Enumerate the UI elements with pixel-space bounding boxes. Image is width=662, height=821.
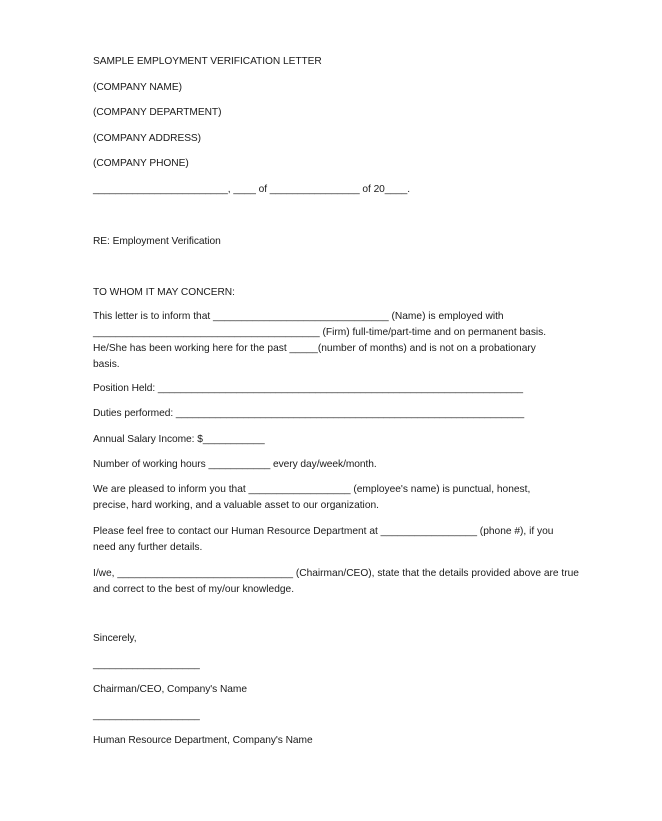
signature-label-chairman: Chairman/CEO, Company's Name xyxy=(93,684,247,695)
closing: Sincerely, xyxy=(93,633,137,644)
company-department: (COMPANY DEPARTMENT) xyxy=(93,107,222,118)
letter-title: SAMPLE EMPLOYMENT VERIFICATION LETTER xyxy=(93,56,322,67)
company-name: (COMPANY NAME) xyxy=(93,82,182,93)
paragraph-line: and correct to the best of my/our knowledge. xyxy=(93,584,295,595)
paragraph-line: We are pleased to inform you that __________________ (employee's name) is punctual, honest, xyxy=(93,484,531,495)
paragraph-line: I/we, _______________________________ (Chairman/CEO), state that the details provided above are true xyxy=(93,568,579,579)
paragraph-line: He/She has been working here for the past _____(number of months) and is not on a probationary xyxy=(93,343,536,354)
paragraph-line: Please feel free to contact our Human Resource Department at _________________ (phone #), if you xyxy=(93,526,554,537)
working-hours: Number of working hours ___________ every day/week/month. xyxy=(93,459,377,470)
date-line: ________________________, ____ of ________________ of 20____. xyxy=(93,184,411,195)
paragraph-character xyxy=(93,482,563,514)
duties-performed: Duties performed: ______________________________________________________________ xyxy=(93,408,525,419)
position-held: Position Held: _________________________________________________________________ xyxy=(93,383,523,394)
paragraph-contact xyxy=(93,524,563,556)
paragraph-employment xyxy=(93,309,563,373)
re-line: RE: Employment Verification xyxy=(93,236,221,247)
signature-line-hr: ___________________ xyxy=(93,710,200,721)
company-phone: (COMPANY PHONE) xyxy=(93,158,189,169)
paragraph-line: This letter is to inform that _______________________________ (Name) is employed with xyxy=(93,311,504,322)
paragraph-line: ________________________________________ (Firm) full-time/part-time and on permanent basis. xyxy=(93,327,547,338)
paragraph-line: basis. xyxy=(93,359,120,370)
signature-line-chairman: ___________________ xyxy=(93,659,200,670)
annual-salary: Annual Salary Income: $___________ xyxy=(93,434,265,445)
paragraph-line: precise, hard working, and a valuable asset to our organization. xyxy=(93,500,379,511)
salutation: TO WHOM IT MAY CONCERN: xyxy=(93,287,235,298)
company-address: (COMPANY ADDRESS) xyxy=(93,133,202,144)
signature-label-hr: Human Resource Department, Company's Name xyxy=(93,735,313,746)
paragraph-attestation xyxy=(93,566,579,598)
paragraph-line: need any further details. xyxy=(93,542,203,553)
